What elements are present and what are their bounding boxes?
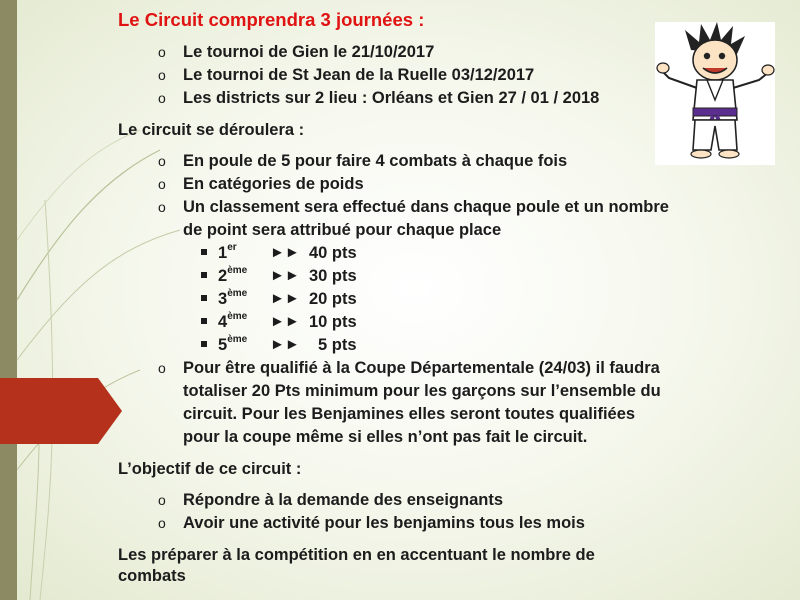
bullet-circle-icon: o [158, 492, 166, 508]
rank-label: 1er [218, 241, 237, 262]
decorative-lines [0, 0, 200, 600]
rank-label: 5ème [218, 333, 248, 354]
tournament-item: Les districts sur 2 lieu : Orléans et Gien 27 / 01 / 2018 [183, 89, 600, 107]
double-arrow-icon: ►► [270, 267, 300, 284]
rank-points: 10 pts [309, 313, 357, 331]
conclusion-line2: combats [118, 567, 186, 585]
rank-label: 2ème [218, 264, 248, 285]
double-arrow-icon: ►► [270, 290, 300, 307]
bullet-square-icon [201, 272, 207, 278]
bullet-circle-icon: o [158, 153, 166, 169]
rank-points: 40 pts [309, 244, 357, 262]
double-arrow-icon: ►► [270, 336, 300, 353]
rank-points: 5 pts [318, 336, 357, 354]
ranking-point-line2: de point sera attribué pour chaque place [183, 221, 502, 239]
bullet-circle-icon: o [158, 360, 166, 376]
bullet-circle-icon: o [158, 67, 166, 83]
bullet-square-icon [201, 295, 207, 301]
slide-title: Le Circuit comprendra 3 journées : [118, 9, 425, 30]
bullet-circle-icon: o [158, 90, 166, 106]
bullet-square-icon [201, 318, 207, 324]
bullet-circle-icon: o [158, 515, 166, 531]
bullet-square-icon [201, 249, 207, 255]
ranking-point-line1: Un classement sera effectué dans chaque poule et un nombre [183, 198, 669, 216]
bullet-square-icon [201, 341, 207, 347]
red-arrow-shape [0, 378, 122, 444]
circuit-point: En poule de 5 pour faire 4 combats à chaque fois [183, 152, 568, 170]
circuit-point: En catégories de poids [183, 175, 364, 193]
left-decorative-bar [0, 0, 17, 600]
objective-heading: L’objectif de ce circuit : [118, 460, 302, 478]
bullet-circle-icon: o [158, 176, 166, 192]
qualification-line4: pour la coupe même si elles n’ont pas fait le circuit. [183, 428, 588, 446]
qualification-line2: totaliser 20 Pts minimum pour les garçons sur l’ensemble du [183, 382, 661, 400]
double-arrow-icon: ►► [270, 313, 300, 330]
rank-label: 4ème [218, 310, 248, 331]
circuit-heading: Le circuit se déroulera : [118, 121, 305, 139]
judoka-mascot-illustration [655, 22, 775, 165]
rank-label: 3ème [218, 287, 248, 308]
conclusion-line1: Les préparer à la compétition en en accentuant le nombre de [118, 546, 595, 564]
rank-points: 20 pts [309, 290, 357, 308]
qualification-line1: Pour être qualifié à la Coupe Départementale (24/03) il faudra [183, 359, 660, 377]
bullet-circle-icon: o [158, 199, 166, 215]
qualification-line3: circuit. Pour les Benjamines elles seront toutes qualifiées [183, 405, 636, 423]
objective-item: Répondre à la demande des enseignants [183, 491, 504, 509]
bullet-circle-icon: o [158, 44, 166, 60]
tournament-item: Le tournoi de Gien le 21/10/2017 [183, 43, 435, 61]
rank-points: 30 pts [309, 267, 357, 285]
objective-item: Avoir une activité pour les benjamins tous les mois [183, 514, 585, 532]
double-arrow-icon: ►► [270, 244, 300, 261]
tournament-item: Le tournoi de St Jean de la Ruelle 03/12/2017 [183, 66, 535, 84]
